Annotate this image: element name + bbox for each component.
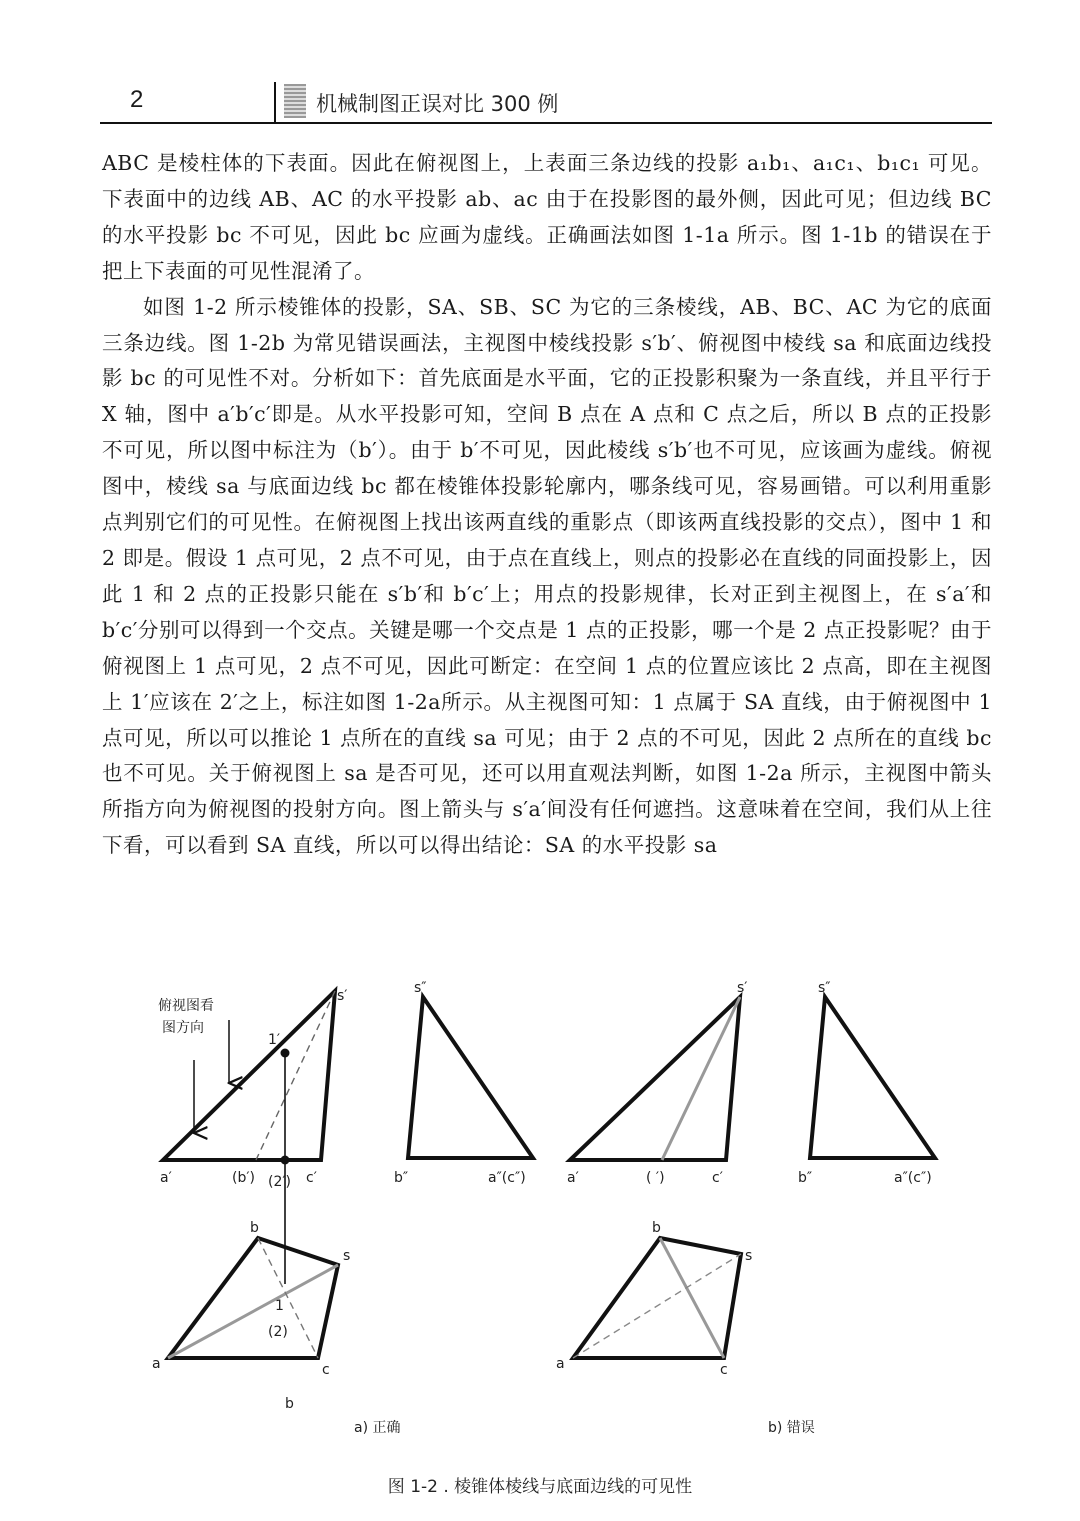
label-point-1: 1 [275, 1298, 284, 1314]
subcaption-b: b) 错误 [768, 1420, 815, 1436]
label-b: b [652, 1220, 661, 1236]
label-s-double: s″ [414, 980, 427, 996]
edge-sa-visible [168, 1265, 338, 1358]
body-text [102, 146, 992, 864]
side-outline [810, 997, 935, 1158]
header-decoration [284, 84, 306, 118]
side-outline [408, 997, 533, 1158]
label-b-prime: (b′) [232, 1170, 255, 1186]
page-header [100, 82, 992, 124]
paragraph-1: ABC 是棱柱体的下表面。因此在俯视图上，上表面三条边线的投影 a₁b₁、a₁c₁、b₁c₁ 可见。下表面中的边线 AB、AC 的水平投影 ab、ac 由于在投影图的最外侧，因此可见；但边线 BC 的水平投影 bc 不可见，因此 bc 应画为虚线。正确画法如图 1-1a 所示。图 1-1b 的错误在于把上下表面的可见性混淆了。 [102, 151, 992, 283]
view-a-front [158, 988, 347, 1284]
view-b-side [798, 980, 935, 1186]
view-b-top [556, 1220, 752, 1378]
paragraph-2: 如图 1-2 所示棱锥体的投影，SA、SB、SC 为它的三条棱线，AB、BC、AC 为它的底面三条边线。图 1-2b 为常见错误画法，主视图中棱线投影 s′b′、俯视图中棱线 sa 和底面边线投影 bc 的可见性不对。分析如下：首先底面是水平面，它的正投影积聚为一条直线，并且平行于 X 轴，图中 a′b′c′即是。从水平投影可知，空间 B 点在 A 点和 C 点之后，所以 B 点的正投影不可见，所以图中标注为（b′）。由于 b′不可见，因此棱线 s′b′也不可见，应该画为虚线。俯视图中，棱线 sa 与底面边线 bc 都在棱锥体投影轮廓内，哪条线可见，容易画错。可以利用重影点判别它们的可见性。在俯视图上找出该两直线的重影点（即该两直线投影的交点），图中 1 和 2 即是。假设 1 点可见，2 点不可见，由于点在直线上，则点的投影必在直线的同面投影上，因此 1 和 2 点的正投影只能在 s′b′和 b′c′上；用点的投影规律，长对正到主视图上，在 s′a′和 b′c′分别可以得到一个交点。关键是哪一个交点是 1 点的正投影，哪一个是 2 点正投影呢？由于俯视图上 1 点可见，2 点不可见，因此可断定：在空间 1 点的位置应该比 2 点高，即在主视图上 1′应该在 2′之上，标注如图 1-2a所示。从主视图可知：1 点属于 SA 直线，由于俯视图中 1 点可见，所以可以推论 1 点所在的直线 sa 可见；由于 2 点的不可见，因此 2 点所在的直线 bc 也不可见。关于俯视图上 sa 是否可见，还可以用直观法判断，如图 1-2a 所示，主视图中箭头所指方向为俯视图的投射方向。图上箭头与 s′a′间没有任何遮挡。这意味着在空间，我们从上往下看，可以看到 SA 直线，所以可以得出结论：SA 的水平投影 sa [102, 294, 992, 858]
label-1-prime: 1′ [268, 1032, 281, 1048]
front-outline [570, 997, 740, 1160]
front-outline [163, 991, 335, 1160]
label-b-double: b″ [394, 1170, 409, 1186]
label-2-prime: (2′) [268, 1174, 292, 1190]
arrow-note-line1: 俯视图看 [158, 998, 214, 1014]
view-b-front [567, 980, 747, 1186]
point-1-prime [281, 1049, 290, 1058]
label-a-prime: a′ [160, 1170, 172, 1186]
page-number: 2 [130, 86, 144, 113]
figure-caption: 图 1-2 . 棱锥体棱线与底面边线的可见性 [387, 1477, 693, 1497]
label-b: b [250, 1220, 259, 1236]
book-title: 机械制图正误对比 300 例 [316, 92, 559, 116]
label-b-prime: ( ′) [646, 1170, 665, 1186]
label-s-prime: s′ [737, 980, 748, 996]
figure-1-2 [0, 970, 1080, 1470]
label-c-prime: c′ [306, 1170, 317, 1186]
arrow-note-line2: 图方向 [162, 1020, 204, 1036]
label-c-prime: c′ [712, 1170, 723, 1186]
label-b-double: b″ [798, 1170, 813, 1186]
top-outline [168, 1238, 338, 1358]
label-c: c [720, 1362, 728, 1378]
label-a-prime: a′ [567, 1170, 579, 1186]
label-ac-double: a″(c″) [894, 1170, 932, 1186]
label-s-prime: s′ [337, 988, 348, 1004]
point-2-prime [281, 1156, 290, 1165]
subcaption-a: a) 正确 [354, 1420, 401, 1436]
header-divider [274, 82, 276, 122]
label-c: c [322, 1362, 330, 1378]
view-a-side [394, 980, 533, 1186]
label-ac-double: a″(c″) [488, 1170, 526, 1186]
label-point-2: (2) [268, 1324, 288, 1340]
label-b-below: b [285, 1396, 294, 1412]
label-s: s [343, 1248, 351, 1264]
label-s: s [745, 1248, 753, 1264]
label-a: a [556, 1356, 565, 1372]
label-a: a [152, 1356, 161, 1372]
view-a-top [152, 1220, 350, 1412]
label-s-double: s″ [818, 980, 831, 996]
